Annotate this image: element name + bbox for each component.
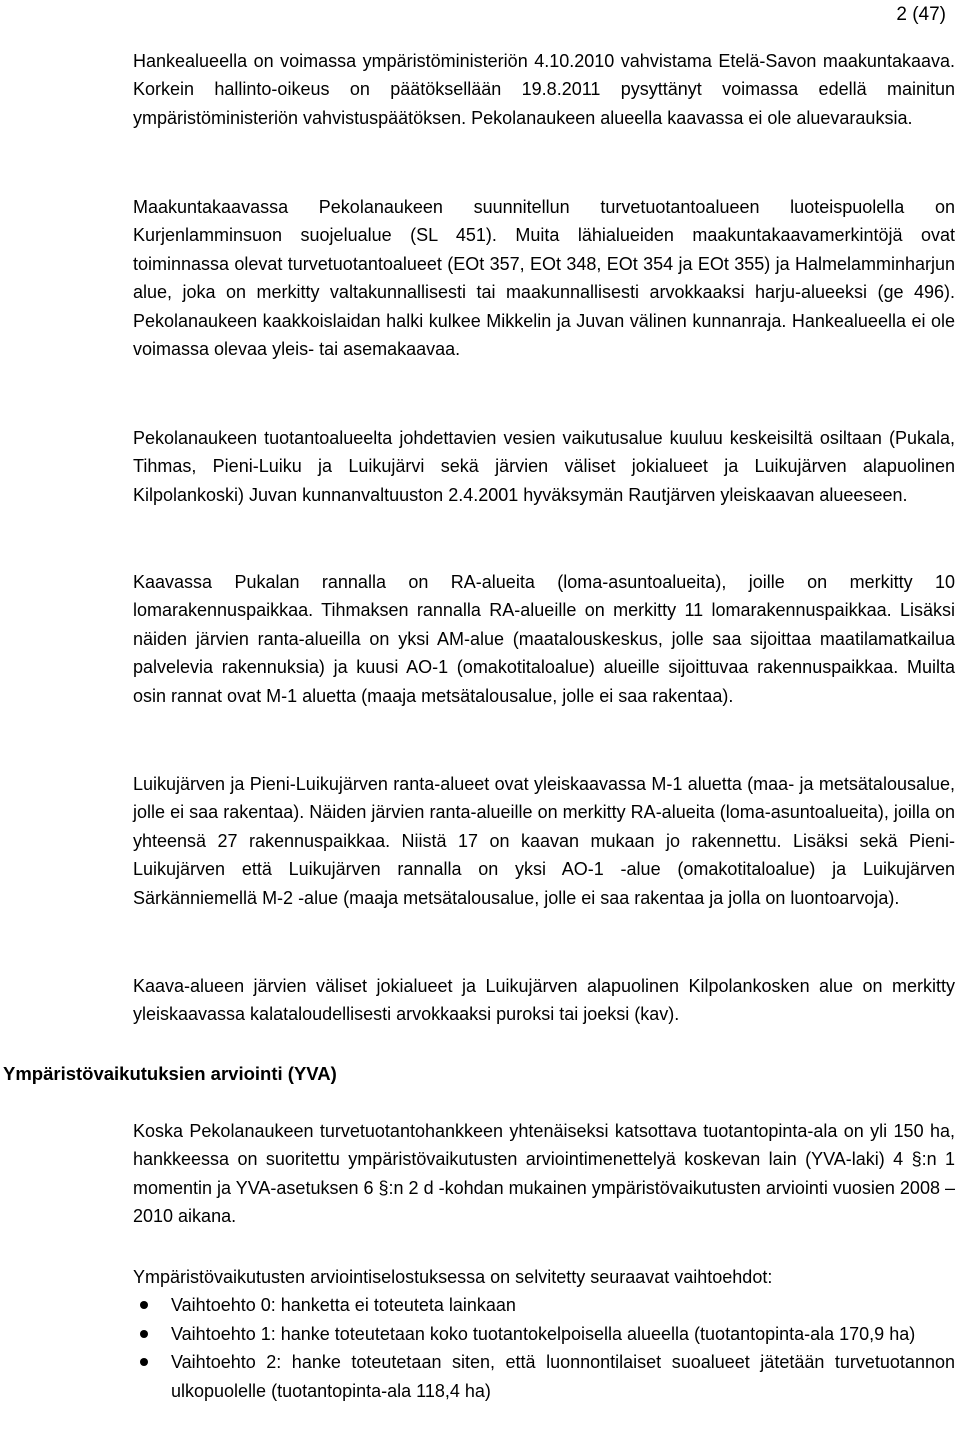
page-number: 2 (47) [896, 4, 946, 25]
paragraph-text: Koska Pekolanaukeen turvetuotantohankkeen yhtenäiseksi katsottava tuotantopinta-ala on yli 150 ha, hankkeessa on suoritettu ympäristövaikutusten arviointimenettelyä koskevan lain (YVA-laki) 4 §:n 1 momentin ja YVA-asetuksen 6 §:n 2 d -kohdan mukainen ympäristövaikutusten arviointi vuosien 2008 – 2010 aikana. [133, 1121, 955, 1227]
paragraph-river-areas [133, 972, 955, 1029]
list-item: Vaihtoehto 2: hanke toteutetaan siten, että luonnontilaiset suoalueet jätetään turvetuotannon ulkopuolelle (tuotantopinta-ala 118,4 ha) [133, 1348, 955, 1405]
alternatives-intro: Ympäristövaikutusten arviointiselostuksessa on selvitetty seuraavat vaihtoehdot: [133, 1267, 773, 1287]
paragraph-impact-area [133, 424, 955, 509]
list-item: Vaihtoehto 0: hanketta ei toteuteta lainkaan [133, 1291, 955, 1319]
section-heading-yva: Ympäristövaikutuksien arviointi (YVA) [3, 1063, 337, 1084]
paragraph-text: Kaava-alueen järvien väliset jokialueet ja Luikujärven alapuolinen Kilpolankosken alue on merkitty yleiskaavassa kalataloudellisesti arvokkaaksi puroksi tai joeksi (kav). [133, 976, 955, 1025]
alternatives-section [133, 1263, 955, 1405]
paragraph-luikujarvi [133, 770, 955, 912]
paragraph-regional-plan [133, 47, 955, 132]
paragraph-text: Luikujärven ja Pieni-Luikujärven ranta-alueet ovat yleiskaavassa M-1 aluetta (maa- ja metsätalousalue, jolle ei saa rakentaa). Näiden järvien ranta-alueille on merkitty RA-alueita (loma-asuntoalueita), joilla on yhteensä 27 rakennuspaikkaa. Niistä 17 on kaavan mukaan jo rakennettu. Lisäksi sekä Pieni-Luikujärven että Luikujärven rannalla on yksi AO-1 -alue (omakotitaloalue) ja Luikujärven Särkänniemellä M-2 -alue (maaja metsätalousalue, jolle ei saa rakentaa ja jolla on luontoarvoja). [133, 774, 955, 908]
paragraph-text: Kaavassa Pukalan rannalla on RA-alueita (loma-asuntoalueita), joille on merkitty 10 lomarakennuspaikkaa. Tihmaksen rannalla RA-alueille on merkitty 11 lomarakennuspaikkaa. Lisäksi näiden järvien ranta-alueilla on yksi AM-alue (maatalouskeskus, jolle saa sijoittaa maatilamatkailua palvelevia rakennuksia) ja kuusi AO-1 (omakotitaloalue) alueille sijoittuvaa rakennuspaikkaa. Muilta osin rannat ovat M-1 aluetta (maaja metsätalousalue, jolle ei saa rakentaa). [133, 572, 955, 706]
list-item: Vaihtoehto 1: hanke toteutetaan koko tuotantokelpoisella alueella (tuotantopinta-ala 170,9 ha) [133, 1320, 955, 1348]
paragraph-pukala-tihmas [133, 568, 955, 710]
paragraph-text: Pekolanaukeen tuotantoalueelta johdettavien vesien vaikutusalue kuuluu keskeisiltä osiltaan (Pukala, Tihmas, Pieni-Luiku ja Luikujärvi sekä järvien väliset jokialueet ja Luikujärven alapuolinen Kilpolankoski) Juvan kunnanvaltuuston 2.4.2001 hyväksymän Rautjärven yleiskaavan alueeseen. [133, 428, 955, 505]
paragraph-yva-procedure [133, 1117, 955, 1231]
paragraph-text: Maakuntakaavassa Pekolanaukeen suunnitellun turvetuotantoalueen luoteispuolella on Kurjenlamminsuon suojelualue (SL 451). Muita lähialueiden maakuntakaavamerkintöjä ovat toiminnassa olevat turvetuotantoalueet (EOt 357, EOt 348, EOt 354 ja EOt 355) ja Halmelamminharjun alue, joka on merkitty valtakunnallisesti tai maakunnallisesti arvokkaaksi harju-alueeksi (ge 496). Pekolanaukeen kaakkoislaidan halki kulkee Mikkelin ja Juvan välinen kunnanraja. Hankealueella ei ole voimassa olevaa yleis- tai asemakaavaa. [133, 197, 955, 360]
paragraph-plan-markings [133, 193, 955, 363]
alternatives-list [133, 1291, 955, 1405]
paragraph-text: Hankealueella on voimassa ympäristöministeriön 4.10.2010 vahvistama Etelä-Savon maakuntakaava. Korkein hallinto-oikeus on päätöksellään 19.8.2011 pysyttänyt voimassa edellä mainitun ympäristöministeriön vahvistuspäätöksen. Pekolanaukeen alueella kaavassa ei ole aluevarauksia. [133, 51, 955, 128]
